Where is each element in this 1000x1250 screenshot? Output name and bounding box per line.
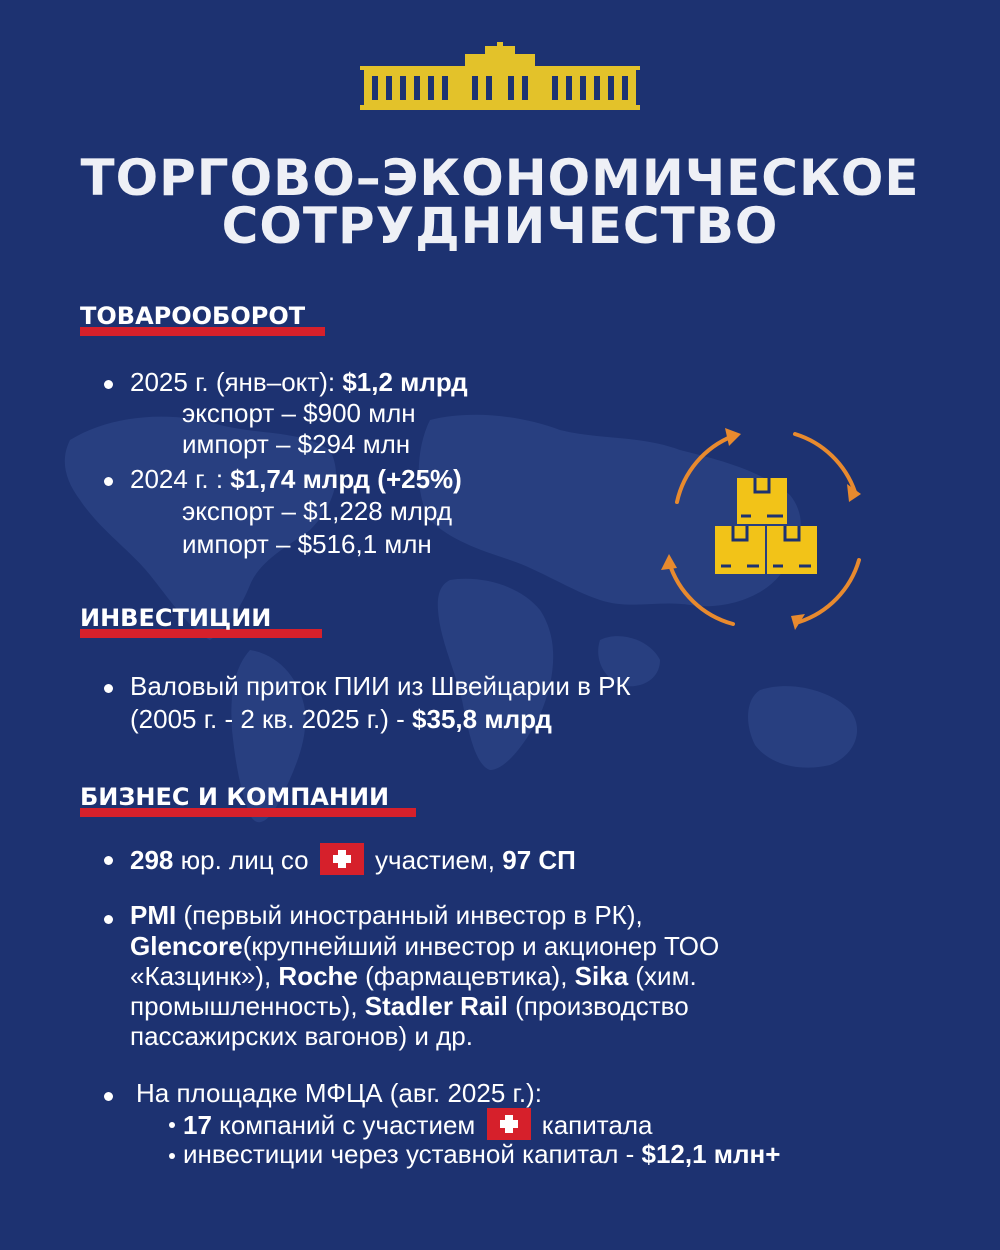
aifc-companies-text-b: капитала	[534, 1110, 653, 1140]
company-sika: Sika	[574, 961, 629, 991]
aifc-investment-text: инвестиции через уставной капитал -	[183, 1139, 642, 1169]
aifc-companies-line	[183, 1108, 653, 1141]
company-roche-desc: (фармацевтика),	[357, 961, 575, 991]
bullet-dot	[104, 915, 113, 924]
trade-2024-import: импорт – $516,1 млн	[182, 529, 432, 559]
companies-line-2	[130, 931, 719, 962]
government-building-icon	[360, 42, 640, 112]
trade-2024-line	[130, 464, 462, 495]
entities-text-a: юр. лиц со	[173, 845, 316, 875]
aifc-companies-count: 17	[183, 1110, 212, 1140]
investments-line-2	[130, 704, 552, 735]
page-title-line-1: ТОРГОВО–ЭКОНОМИЧЕСКОЕ	[80, 149, 920, 207]
trade-2025-import: импорт – $294 млн	[182, 429, 411, 459]
companies-line-3-text: «Казцинк»),	[130, 961, 279, 991]
bullet-dot	[104, 1092, 113, 1101]
company-stadler-rail: Stadler Rail	[364, 991, 508, 1021]
bullet-dot	[104, 856, 113, 865]
cycle-arrows-icon	[655, 420, 870, 635]
cargo-boxes-icon	[715, 478, 817, 574]
section-heading-business: БИЗНЕС И КОМПАНИИ	[80, 783, 389, 817]
investments-period: (2005 г. - 2 кв. 2025 г.) -	[130, 704, 413, 734]
trade-2025-export: экспорт – $900 млн	[182, 398, 416, 428]
company-pmi-desc: (первый иностранный инвестор в РК),	[176, 900, 643, 930]
entities-count: 298	[130, 845, 174, 875]
joint-ventures-count: 97 СП	[502, 845, 576, 875]
company-glencore: Glencore	[130, 931, 243, 961]
aifc-investment-value: $12,1 млн+	[641, 1139, 781, 1169]
company-pmi: PMI	[130, 900, 177, 930]
section-heading-investments: ИНВЕСТИЦИИ	[80, 604, 271, 638]
bullet-dot	[104, 684, 113, 693]
trade-2024-label: 2024 г. :	[130, 464, 231, 494]
trade-2025-total: $1,2 млрд	[342, 367, 468, 397]
page-title-line-2: СОТРУДНИЧЕСТВО	[221, 197, 779, 255]
investments-line-1: Валовый приток ПИИ из Швейцарии в РК	[130, 671, 631, 701]
companies-line-1	[130, 900, 643, 931]
aifc-companies-text-a: компаний с участием	[211, 1110, 483, 1140]
section-heading-trade: ТОВАРООБОРОТ	[80, 302, 305, 336]
investments-value: $35,8 млрд	[412, 704, 552, 734]
bullet-dot	[104, 380, 113, 389]
trade-2025-line	[130, 367, 468, 398]
bullet-dot	[104, 477, 113, 486]
aifc-investment-line	[183, 1139, 780, 1170]
companies-line-3	[130, 961, 697, 992]
trade-2024-total: $1,74 млрд (+25%)	[230, 464, 462, 494]
business-entities-line	[130, 843, 576, 876]
swiss-flag-icon	[320, 843, 364, 875]
sub-bullet-dot	[169, 1153, 175, 1159]
company-roche: Roche	[278, 961, 358, 991]
company-sika-desc: (хим.	[628, 961, 697, 991]
trade-2024-export: экспорт – $1,228 млрд	[182, 496, 453, 526]
companies-line-5: пассажирских вагонов) и др.	[130, 1021, 473, 1051]
swiss-flag-icon	[487, 1108, 531, 1140]
companies-line-4	[130, 991, 689, 1022]
trade-2025-label: 2025 г. (янв–окт):	[130, 367, 343, 397]
company-glencore-desc: (крупнейший инвестор и акционер ТОО	[242, 931, 720, 961]
companies-line-4-text: промышленность),	[130, 991, 365, 1021]
company-stadler-desc: (производство	[507, 991, 689, 1021]
entities-text-b: участием,	[367, 845, 503, 875]
aifc-intro: На площадке МФЦА (авг. 2025 г.):	[136, 1078, 542, 1108]
sub-bullet-dot	[169, 1122, 175, 1128]
